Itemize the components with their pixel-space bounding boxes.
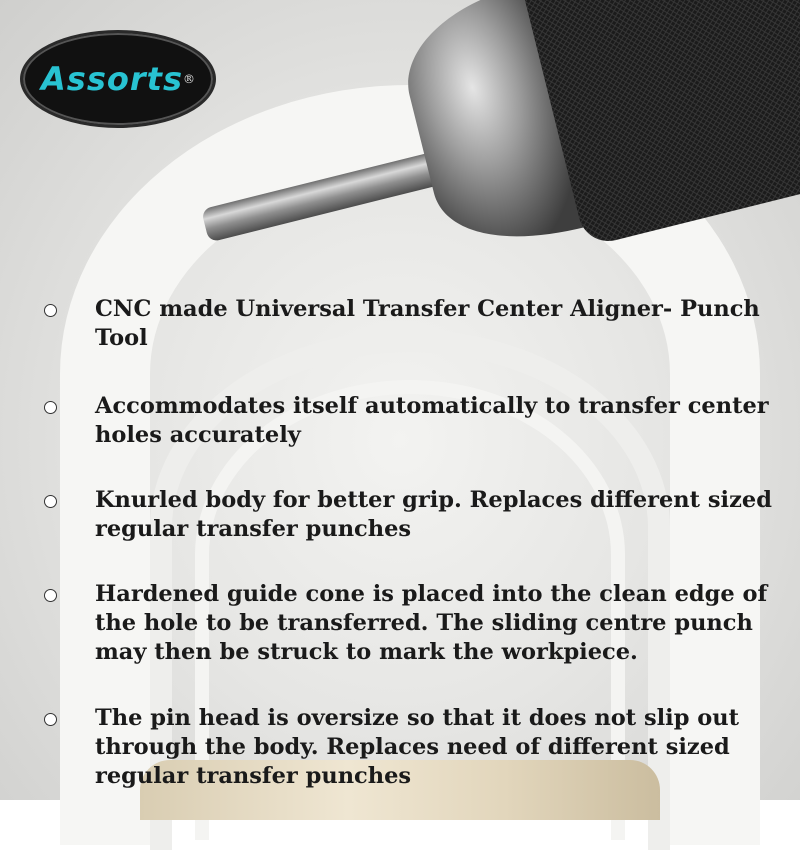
circle-bullet-icon — [44, 304, 57, 317]
feature-text: Hardened guide cone is placed into the clean edge of the hole to be transferred. The sliding centre punch may then be struck to mark the workpiece. — [95, 581, 768, 665]
feature-text: CNC made Universal Transfer Center Aligner- Punch Tool — [95, 296, 760, 351]
assorts-logo — [20, 30, 216, 128]
feature-item — [40, 295, 780, 353]
feature-text: Accommodates itself automatically to transfer center holes accurately — [95, 393, 769, 448]
circle-bullet-icon — [44, 589, 57, 602]
logo-brand-text: Assorts — [41, 60, 183, 98]
feature-item — [40, 704, 780, 791]
circle-bullet-icon — [44, 401, 57, 414]
feature-item — [40, 392, 780, 450]
registered-mark: ® — [182, 72, 195, 86]
pin-shaft — [201, 149, 452, 242]
feature-text: Knurled body for better grip. Replaces different sized regular transfer punches — [95, 487, 772, 542]
feature-text: The pin head is oversize so that it does not slip out through the body. Replaces need of different sized regular transfer punches — [95, 705, 740, 789]
feature-list — [40, 295, 780, 791]
feature-item — [40, 486, 780, 544]
feature-item — [40, 580, 780, 667]
circle-bullet-icon — [44, 495, 57, 508]
circle-bullet-icon — [44, 713, 57, 726]
